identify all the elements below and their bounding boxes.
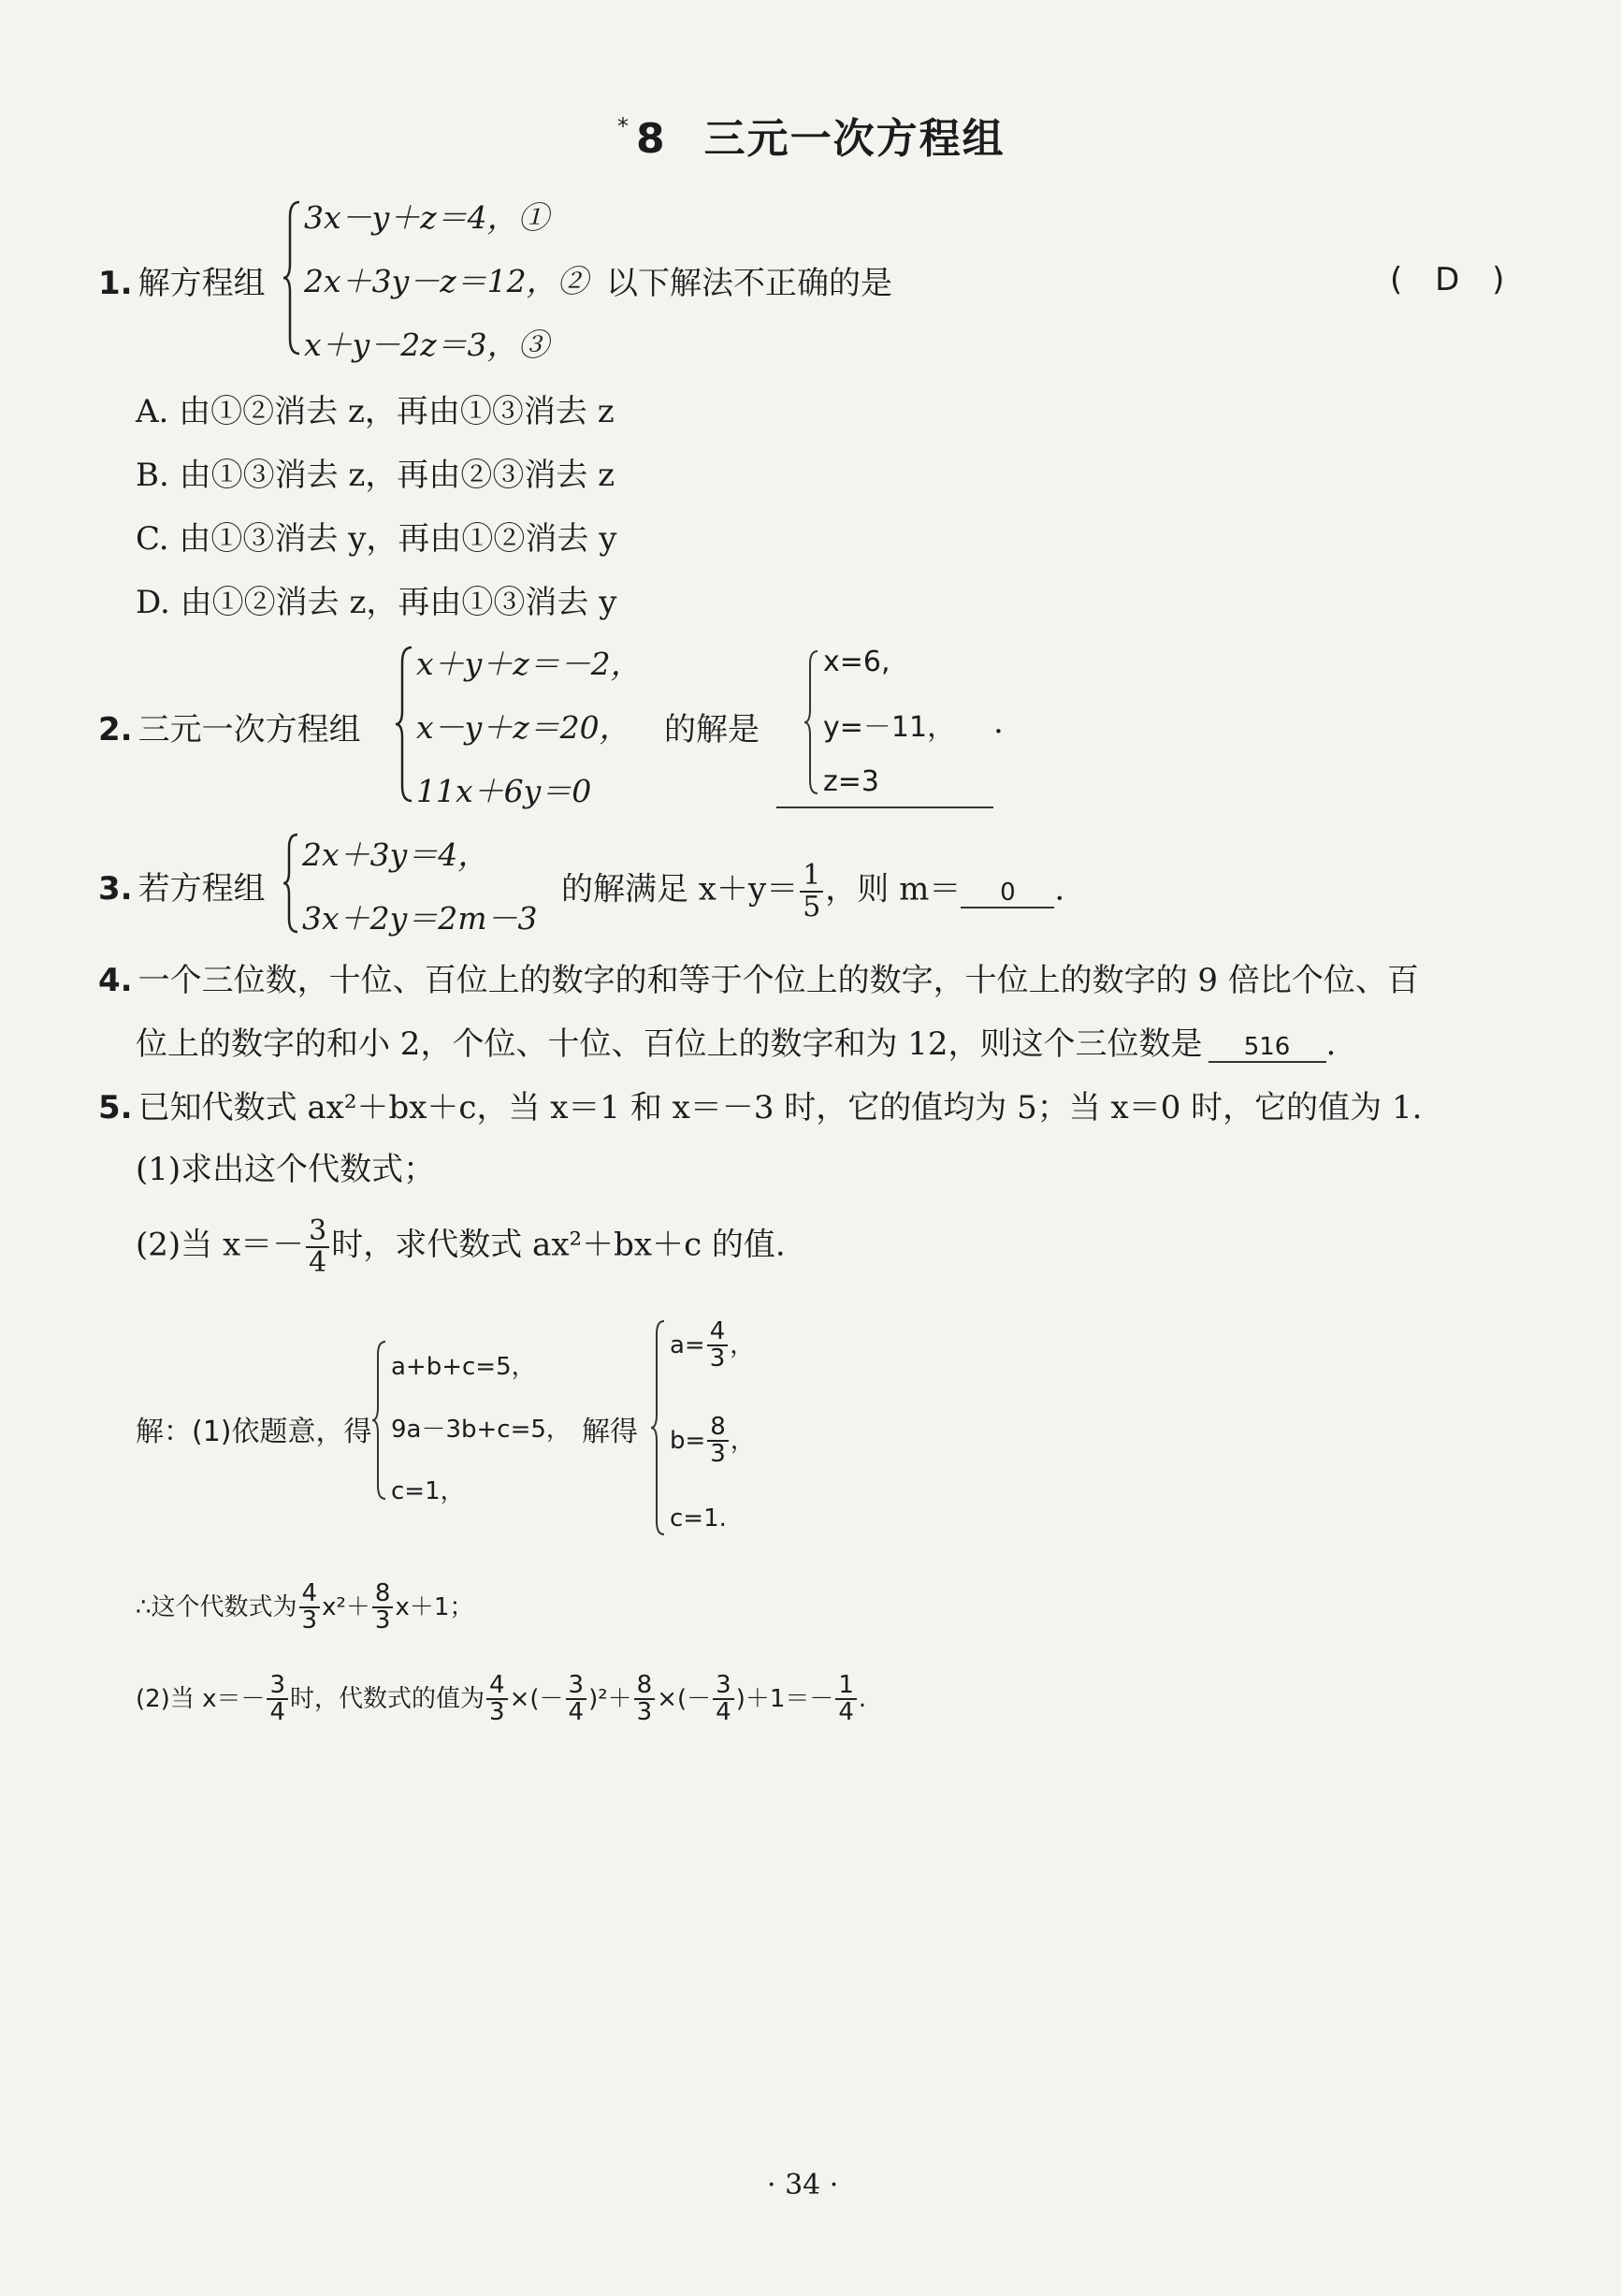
title-star: * <box>617 113 630 139</box>
q4-answer: 516 <box>1209 1033 1326 1063</box>
q3-eq-1: 2x＋3y＝4， <box>302 836 489 873</box>
q3-tail: ，则 m＝ <box>825 870 962 908</box>
q3-end: . <box>1054 870 1065 908</box>
solution-v5-den: 4 <box>838 1698 854 1727</box>
solution-v3-den: 3 <box>636 1698 653 1727</box>
q5-sub-2-denominator: 4 <box>309 1245 327 1279</box>
solution-p2-pre: (2)当 x＝－ <box>136 1684 266 1713</box>
q5-sub-2-pre: (2)当 x＝－ <box>136 1226 305 1264</box>
q1-number: 1. <box>98 265 133 302</box>
q1-paren-close: ) <box>1492 261 1505 298</box>
q1-option-c: C. 由①③消去 y，再由①②消去 y <box>136 520 617 558</box>
solution-lead: 解：(1)依题意，得 <box>136 1416 372 1448</box>
q1-eq-2: 2x＋3y－z＝12，② <box>304 263 588 299</box>
q2-answer-z: z=3 <box>823 765 879 798</box>
solution-p2-den: 4 <box>269 1698 286 1727</box>
q5-sub-1: (1)求出这个代数式； <box>136 1151 436 1188</box>
solution-eq-2: 9a－3b+c=5， <box>391 1416 571 1444</box>
solution-v4-den: 4 <box>716 1698 731 1727</box>
title-text: 三元一次方程组 <box>703 115 1006 163</box>
page-number: · 34 · <box>767 2169 839 2202</box>
solution-v-end: . <box>858 1684 867 1713</box>
solution-a-label: a= <box>670 1330 705 1359</box>
q3-answer: 0 <box>961 879 1054 908</box>
q4-end: . <box>1325 1025 1337 1063</box>
q1-paren-open: ( <box>1390 261 1403 298</box>
q5-sub-2-numerator: 3 <box>306 1216 329 1248</box>
section-title <box>617 105 1006 165</box>
q3-lead: 若方程组 <box>137 870 266 908</box>
q2-answer-brace <box>803 647 821 797</box>
solution-expr-frac-2-den: 3 <box>374 1606 391 1635</box>
solution-p2-mid: 时，代数式的值为 <box>290 1684 485 1713</box>
solution-v5-num: 1 <box>835 1673 857 1700</box>
solution-v3-num: 8 <box>634 1673 656 1700</box>
q2-brace <box>393 644 415 805</box>
q1-answer-bracket <box>1390 261 1504 298</box>
q3-frac-denominator: 5 <box>803 890 821 923</box>
solution-result-brace <box>649 1317 668 1538</box>
q1-eq-1: 3x－y＋z＝4，① <box>304 199 549 236</box>
q5-sub-2-post: 时，求代数式 ax²＋bx＋c 的值. <box>331 1226 786 1264</box>
q1-option-d: D. 由①②消去 z，再由①③消去 y <box>136 584 617 621</box>
solution-v1-den: 3 <box>489 1698 505 1727</box>
q4-number: 4. <box>98 962 133 999</box>
solution-c-line: c=1. <box>670 1504 727 1533</box>
solution-b-denominator: 3 <box>710 1440 726 1469</box>
solution-expr-mid: x²＋ <box>322 1592 370 1621</box>
q1-lead: 解方程组 <box>137 265 266 302</box>
solution-v-plus: )＋1＝－ <box>735 1684 834 1713</box>
solution-expr-frac-1-den: 3 <box>301 1606 318 1635</box>
q3-brace <box>281 831 301 936</box>
solution-b-numerator: 8 <box>707 1415 729 1442</box>
solution-v1-num: 4 <box>486 1673 508 1700</box>
q5-number: 5. <box>98 1089 133 1126</box>
q1-brace <box>281 198 303 357</box>
solution-v-square: )²＋ <box>588 1684 632 1713</box>
solution-eq-1: a+b+c=5， <box>391 1353 536 1381</box>
solution-v-times-2: ×(－ <box>657 1684 712 1713</box>
q2-number: 2. <box>98 711 133 748</box>
solution-expr-frac-2-num: 8 <box>372 1581 394 1608</box>
solution-expr-pre: ∴这个代数式为 <box>136 1592 297 1621</box>
solution-v2-den: 4 <box>568 1698 585 1727</box>
q2-eq-1: x＋y＋z＝－2， <box>416 646 642 682</box>
solution-expr-frac-1-num: 4 <box>299 1581 321 1608</box>
q3-eq-2: 3x＋2y＝2m－3 <box>302 900 538 937</box>
solution-v2-num: 3 <box>566 1673 587 1700</box>
q2-tail: 的解是 <box>664 711 760 748</box>
solution-system-brace <box>370 1338 389 1503</box>
q1-option-b: B. 由①③消去 z，再由②③消去 z <box>136 457 615 494</box>
q3-frac-numerator: 1 <box>800 861 823 893</box>
q2-answer-y: y=－11， <box>823 711 956 744</box>
solution-p2-num: 3 <box>267 1673 288 1700</box>
q1-eq-3: x＋y－2z＝3，③ <box>304 327 549 363</box>
q2-answer-x: x=6, <box>823 646 890 678</box>
q4-line-2: 位上的数字的和小 2，个位、十位、百位上的数字和为 12，则这个三位数是 <box>136 1025 1203 1063</box>
q2-eq-3: 11x＋6y＝0 <box>416 773 592 809</box>
q1-answer: D <box>1435 261 1460 298</box>
solution-eq-3: c=1， <box>391 1477 465 1505</box>
solution-expr-post: x＋1； <box>395 1592 474 1621</box>
solution-v-times-1: ×(－ <box>509 1684 564 1713</box>
q2-eq-2: x－y＋z＝20， <box>416 709 630 746</box>
q2-answer-underline <box>776 807 993 808</box>
solution-b-end: ， <box>730 1426 755 1455</box>
q1-tail: 以下解法不正确的是 <box>606 265 892 302</box>
title-number: 8 <box>636 115 667 163</box>
solution-a-denominator: 3 <box>709 1344 726 1373</box>
q2-end: . <box>993 704 1004 741</box>
q5-stem: 已知代数式 ax²＋bx＋c，当 x＝1 和 x＝－3 时，它的值均为 5；当 x＝0 时，它的值为 1. <box>137 1089 1423 1126</box>
solution-solved-word: 解得 <box>582 1416 638 1448</box>
solution-a-end: ， <box>730 1330 755 1359</box>
q4-line-1: 一个三位数，十位、百位上的数字的和等于个位上的数字，十位上的数字的 9 倍比个位、百 <box>137 962 1419 999</box>
solution-v4-num: 3 <box>713 1673 734 1700</box>
q3-number: 3. <box>98 870 133 908</box>
q2-lead: 三元一次方程组 <box>137 711 361 748</box>
q3-mid: 的解满足 x＋y＝ <box>561 870 799 908</box>
q1-option-a: A. 由①②消去 z，再由①③消去 z <box>136 393 615 430</box>
solution-b-label: b= <box>670 1426 706 1455</box>
solution-a-numerator: 4 <box>707 1319 729 1346</box>
